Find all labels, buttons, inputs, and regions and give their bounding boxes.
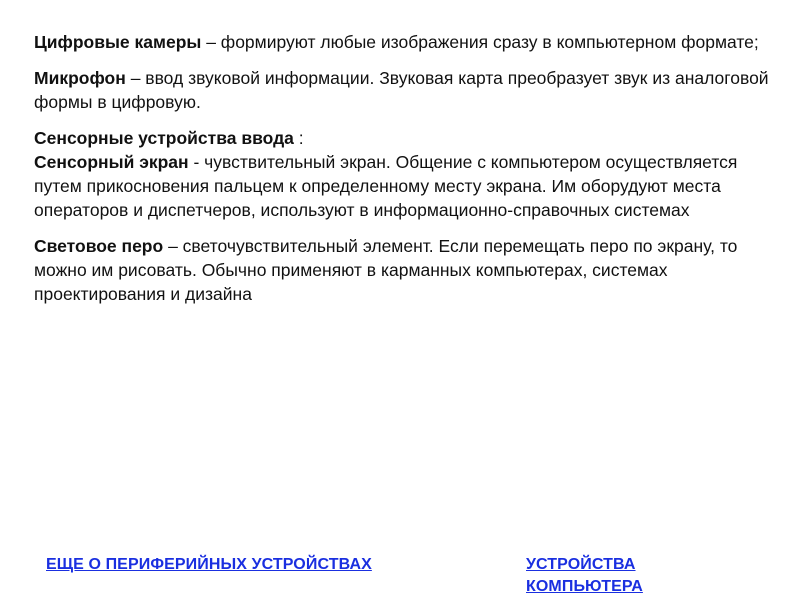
term-light-pen: Световое перо bbox=[34, 236, 164, 256]
paragraph-touch-devices bbox=[34, 126, 779, 222]
paragraph-microphone bbox=[34, 66, 779, 114]
term-touch-screen: Сенсорный экран bbox=[34, 152, 189, 172]
description-touch-screen: - чувствительный экран. Общение с компьютером осуществляется путем прикосновения пальцем к определенному месту экрана. Им оборудуют места операторов и диспетчеров, используют в информационно-справочных системах bbox=[34, 152, 738, 220]
computer-devices-link[interactable]: УСТРОЙСТВА КОМПЬЮТЕРА bbox=[526, 556, 643, 595]
description-light-pen: – светочувствительный элемент. Если перемещать перо по экрану, то можно им рисовать. Обычно применяют в карманных компьютерах, системах проектирования и дизайна bbox=[34, 236, 738, 304]
term-microphone: Микрофон bbox=[34, 68, 126, 88]
heading-touch-devices-suffix: : bbox=[293, 128, 304, 148]
term-digital-cameras: Цифровые камеры bbox=[34, 32, 202, 52]
more-peripherals-link[interactable]: ЕЩЕ О ПЕРИФЕРИЙНЫХ УСТРОЙСТВАХ bbox=[46, 556, 372, 573]
description-microphone: – ввод звуковой информации. Звуковая карта преобразует звук из аналоговой формы в цифровую. bbox=[34, 68, 769, 112]
paragraph-digital-cameras bbox=[34, 30, 779, 54]
slide-content bbox=[34, 30, 779, 318]
description-digital-cameras: – формируют любые изображения сразу в компьютерном формате; bbox=[201, 32, 759, 52]
paragraph-light-pen bbox=[34, 234, 779, 306]
heading-touch-devices: Сенсорные устройства ввода bbox=[34, 128, 294, 148]
